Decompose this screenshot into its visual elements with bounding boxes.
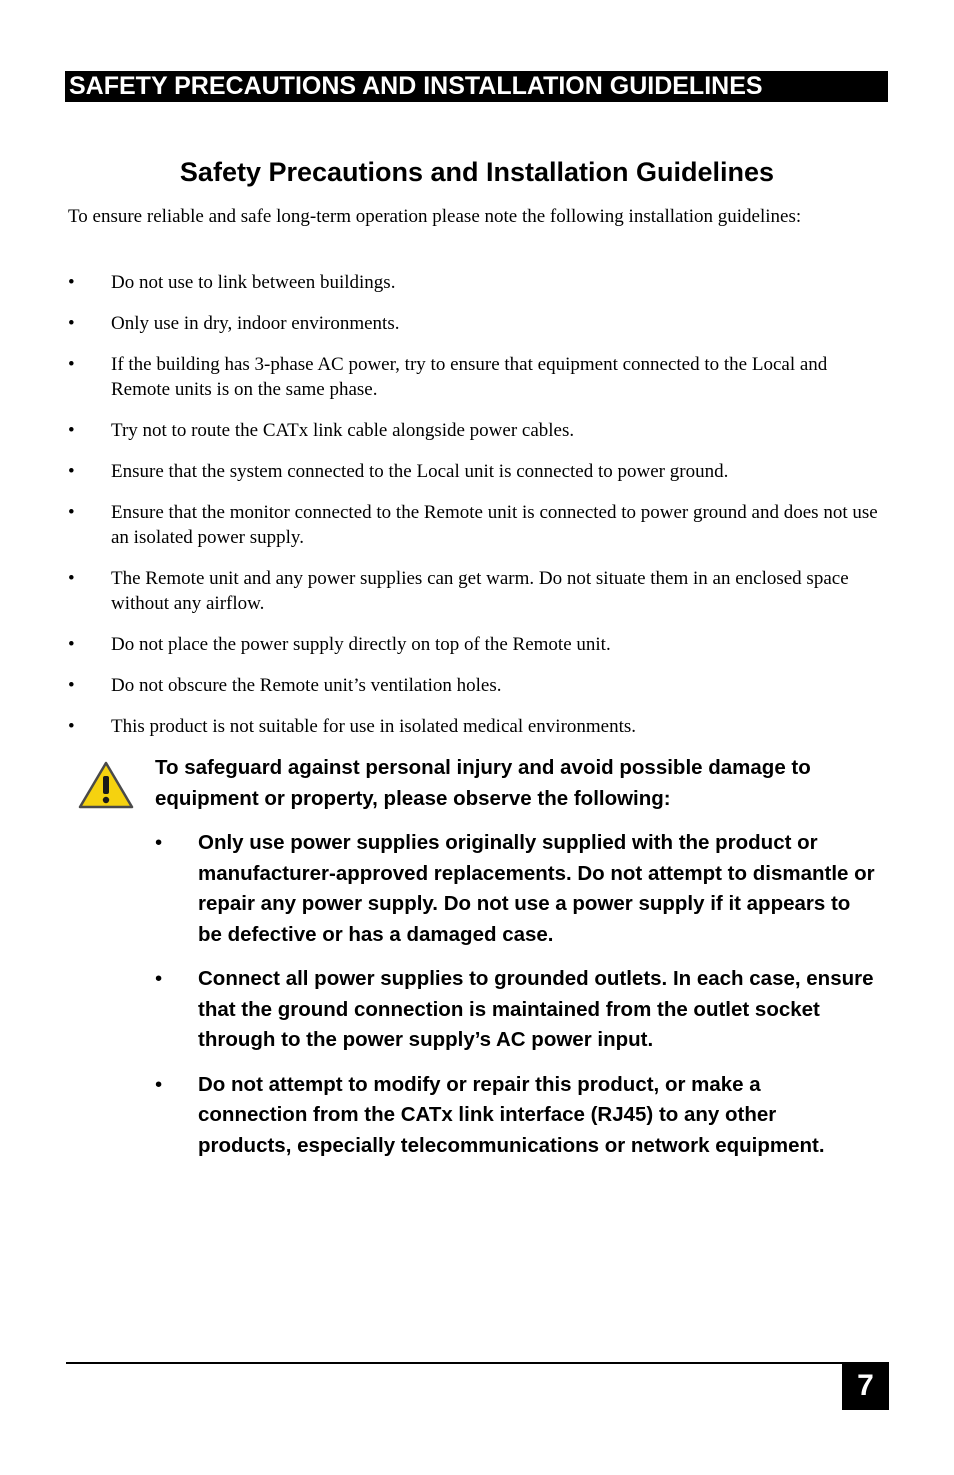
bullet: • (155, 1072, 163, 1096)
bullet: • (155, 967, 163, 990)
list-item (68, 418, 878, 443)
page-title: Safety Precautions and Installation Guidelines (179, 157, 775, 187)
page-number: 7 (842, 1362, 889, 1410)
list-item (68, 632, 878, 657)
footer-divider (66, 1362, 842, 1364)
bullet: • (68, 420, 75, 441)
guideline-text: Ensure that the system connected to the Local unit is connected to power ground. (111, 461, 729, 482)
bullet: • (68, 313, 75, 334)
guideline-text: Do not obscure the Remote unit’s ventilation holes. (111, 675, 502, 696)
bullet: • (68, 461, 75, 482)
list-item (155, 1070, 875, 1162)
bullet: • (68, 272, 75, 293)
bullet: • (68, 354, 75, 375)
warning-text: Connect all power supplies to grounded outlets. In each case, ensure that the ground connection is maintained from the outlet socket through to the power supply’s AC power input. (198, 967, 874, 1051)
warning-text: Only use power supplies originally supplied with the product or manufacturer-approved replacements. Do not attempt to dismantle or repair any power supply. Do not use a power supply if it appears to be defective or has a damaged case. (198, 831, 875, 946)
intro-paragraph: To ensure reliable and safe long-term operation please note the following installation guidelines: (68, 206, 802, 227)
guideline-text: This product is not suitable for use in isolated medical environments. (111, 716, 637, 737)
guideline-text: Do not place the power supply directly on top of the Remote unit. (111, 634, 611, 655)
guideline-text: The Remote unit and any power supplies can get warm. Do not situate them in an enclosed space without any airflow. (111, 568, 849, 614)
bullet: • (68, 568, 75, 589)
list-item (68, 270, 878, 295)
section-banner: SAFETY PRECAUTIONS AND INSTALLATION GUIDELINES (65, 71, 888, 102)
guideline-text: Do not use to link between buildings. (111, 272, 396, 293)
list-item (68, 500, 878, 550)
bullet: • (155, 831, 163, 854)
list-item (68, 311, 878, 336)
list-item (68, 673, 878, 698)
list-item (68, 459, 878, 484)
guideline-text: Ensure that the monitor connected to the Remote unit is connected to power ground and does not use an isolated power supply. (111, 502, 878, 548)
warning-text: Do not attempt to modify or repair this product, or make a connection from the CATx link interface (RJ45) to any other products, especially telecommunications or network equipment. (198, 1072, 825, 1157)
bullet: • (68, 502, 75, 523)
guideline-text: Only use in dry, indoor environments. (111, 313, 400, 334)
guideline-text: If the building has 3-phase AC power, try to ensure that equipment connected to the Local and Remote units is on the same phase. (111, 354, 828, 400)
guidelines-list (68, 270, 878, 755)
warning-block (155, 753, 875, 1175)
bullet: • (68, 675, 75, 696)
bullet: • (68, 634, 75, 655)
guideline-text: Try not to route the CATx link cable alongside power cables. (111, 420, 575, 441)
list-item (68, 566, 878, 616)
list-item (155, 828, 875, 950)
list-item (68, 714, 878, 739)
warning-triangle-icon (78, 760, 134, 810)
list-item (155, 964, 875, 1056)
warning-lead: To safeguard against personal injury and avoid possible damage to equipment or property, please observe the following: (155, 756, 811, 810)
warning-list (155, 828, 875, 1161)
bullet: • (68, 716, 75, 737)
list-item (68, 352, 878, 402)
